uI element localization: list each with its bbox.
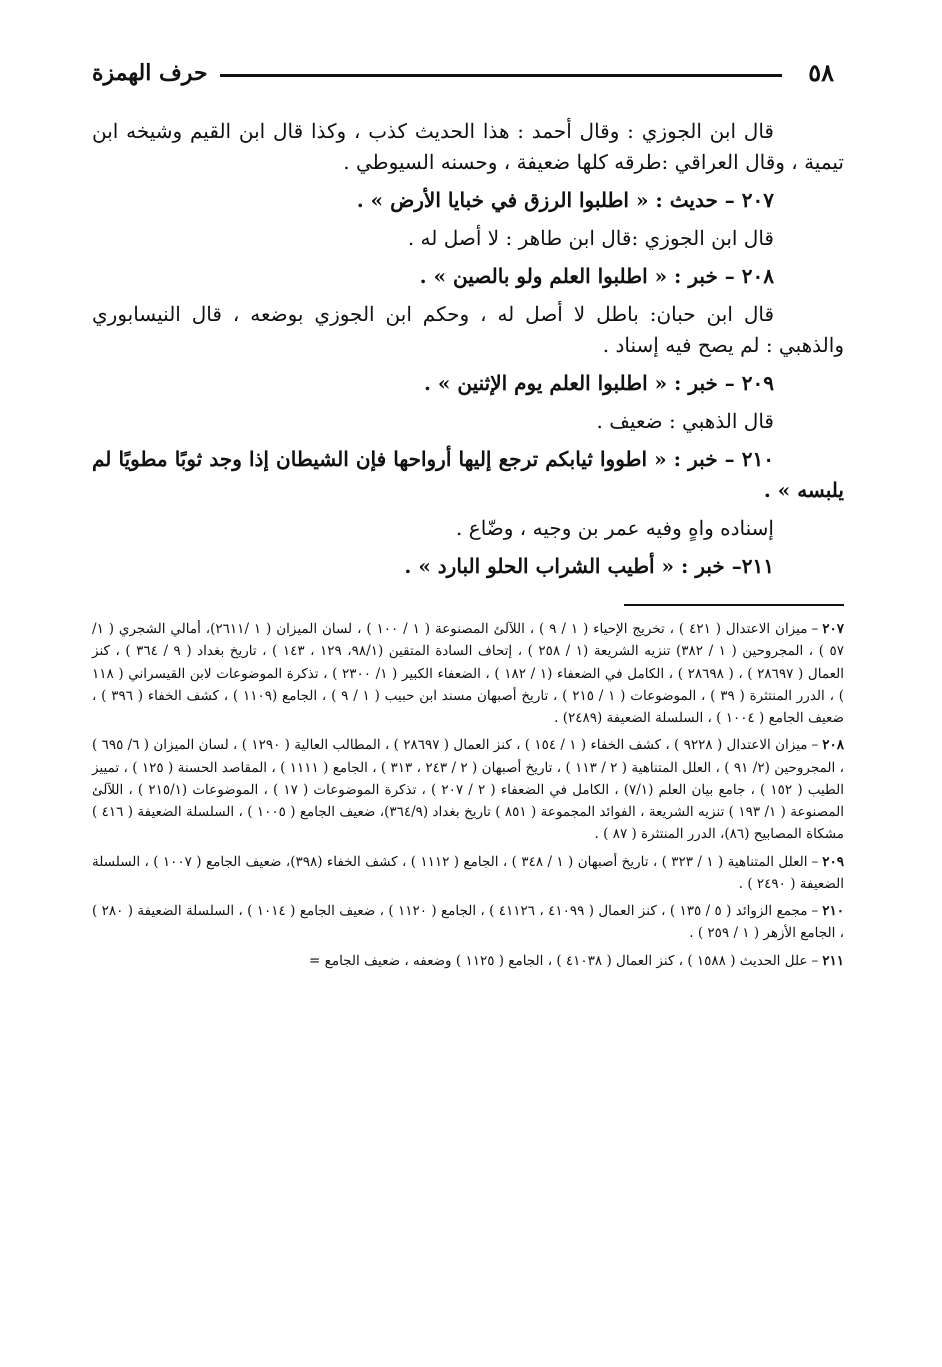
footnote-text: العلل المتناهية ( ١ / ٣٢٣ ) ، تاريخ أصبهان ( ١ / ٣٤٨ ) ، الجامع ( ١١١٢ ) ، كشف الخفاء (٣٩٨)، ضعيف الجامع ( ١٠٠٧ ) ، السلسلة الضعيفة ( ٢٤٩٠ ) . — [92, 853, 844, 892]
footnote-dash: – — [811, 853, 819, 870]
footnote-211 — [92, 950, 844, 972]
footnotes — [92, 618, 844, 972]
footnote-text: علل الحديث ( ١٥٨٨ ) ، كنز العمال ( ٤١٠٣٨ ) ، الجامع ( ١١٢٥ ) وضعفه ، ضعيف الجامع = — [309, 952, 808, 969]
hadith-207-heading: ٢٠٧ – حديث : « اطلبوا الرزق في خبايا الأرض » . — [356, 188, 774, 212]
footnote-number: ٢٠٨ — [822, 737, 845, 754]
footnote-207 — [92, 618, 844, 729]
footnote-dash: – — [811, 737, 819, 754]
hadith-211-heading: ٢١١– خبر : « أطيب الشراب الحلو البارد » . — [404, 554, 774, 578]
main-text — [92, 116, 844, 582]
book-page — [92, 48, 844, 977]
footnote-number: ٢٠٧ — [822, 621, 844, 637]
footnote-210 — [92, 900, 844, 945]
hadith-209-heading: ٢٠٩ – خبر : « اطلبوا العلم يوم الإثنين » . — [424, 371, 774, 395]
footnote-text: ميزان الاعتدال ( ٩٢٢٨ ) ، كشف الخفاء ( ١ / ١٥٤ ) ، كنز العمال ( ٢٨٦٩٧ ) ، المطالب العالية ( ١٢٩٠ ) ، لسان الميزان ( ٦/ ٦٩٥ ) ، المجروحين (٢/ ٩١ ) ، العلل المتناهية ( ٢ / ١١٣ ) ، تاريخ أصبهان ( ٢ / ٢٤٣ ، ٣١٣ ) ، الجامع ( ١١١١ ) ، المقاصد الحسنة ( ١٢٥ ) ، تمييز الطيب ( ١٥٢ ) ، جامع بيان العلم (٧/١) ، الكامل في الضعفاء ( ٢ / ٢٠٧ ) ، تذكرة الموضوعات ( ١٧ ) ، الموضوعات (٢١٥/١ ) ، اللآلئ المصنوعة ( ١/ ١٩٣ ) تنزيه الشريعة ، الفوائد المجموعة ( ٨٥١ ) تاريخ بغداد (٣٦٤/٩)، ضعيف الجامع ( ١٠٠٥ ) ، السلسلة الضعيفة ( ٤١٦ ) مشكاة المصابيح (٨٦)، الدرر المنتثرة ( ٨٧ ) . — [92, 737, 844, 843]
footnote-dash: – — [811, 952, 819, 969]
footnote-rule — [624, 604, 844, 606]
paragraph: قال ابن الجوزي : وقال أحمد : هذا الحديث كذب ، وكذا قال ابن القيم وشيخه ابن تيمية ، وقال العراقي :طرقه كلها ضعيفة ، وحسنه السيوطي . — [92, 119, 844, 174]
footnote-text: ميزان الاعتدال ( ٤٢١ ) ، تخريج الإحياء ( ١ / ٩ ) ، اللآلئ المصنوعة ( ١ / ١٠٠ ) ، لسان الميزان ( ١ /٢٦١١)، أمالي الشجري ( ١/ ٥٧ ) ، المجروحين ( ١ / ٣٨٢) تنزيه الشريعة (١ / ٢٥٨ ) ، إتحاف السادة المتقين (٩٨/١، ١٢٩ ، ١٤٣ ) ، تاريخ بغداد ( ٩ / ٣٦٤ ) ، كنز العمال ( ٢٨٦٩٧ ) ، ( ٢٨٦٩٨ ) ، الكامل في الضعفاء (١ / ١٨٢ ) ، الضعفاء الكبير ( ١/ ٢٣٠٠ ) ، تذكرة الموضوعات لابن القيسراني ( ١١٨ ) ، الدرر المنتثرة ( ٣٩ ) ، الموضوعات ( ١ / ٢١٥ ) ، تاريخ أصبهان مسند ابن حبيب ( ١ / ٩ ) ، الجامع (١١٠٩ ) ، كشف الخفاء ( ٣٩٦ ) ، ضعيف الجامع ( ١٠٠٤ ) ، السلسلة الضعيفة (٢٤٨٩) . — [92, 621, 845, 727]
footnote-208 — [92, 734, 844, 845]
paragraph: إسناده واهٍ وفيه عمر بن وجيه ، وضّاع . — [456, 516, 774, 540]
footnote-number: ٢١٠ — [822, 903, 844, 920]
hadith-208-heading: ٢٠٨ – خبر : « اطلبوا العلم ولو بالصين » . — [419, 264, 774, 288]
footnote-dash: – — [811, 903, 819, 920]
header-rule — [220, 74, 782, 77]
footnote-number: ٢١١ — [822, 952, 844, 969]
paragraph: قال ابن حبان: باطل لا أصل له ، وحكم ابن الجوزي بوضعه ، قال النيسابوري والذهبي : لم يصح فيه إسناد . — [92, 302, 844, 357]
footnote-dash: – — [811, 621, 819, 637]
footnote-209 — [92, 851, 844, 896]
paragraph: قال ابن الجوزي :قال ابن طاهر : لا أصل له . — [407, 226, 774, 250]
page-number: ٥٨ — [808, 58, 834, 87]
footnote-text: مجمع الزوائد ( ٥ / ١٣٥ ) ، كنز العمال ( ٤١٠٩٩ ، ٤١١٢٦ ) ، الجامع ( ١١٢٠ ) ، ضعيف الجامع ( ١٠١٤ ) ، السلسلة الضعيفة ( ٢٨٠ ) ، الجامع الأزهر ( ١ / ٢٥٩ ) . — [92, 903, 844, 942]
hadith-210-heading: ٢١٠ – خبر : « اطووا ثيابكم ترجع إليها أرواحها فإن الشيطان إذا وجد ثوبًا مطويًا لم يلبسه » . — [92, 447, 844, 502]
chapter-title: حرف الهمزة — [92, 60, 208, 86]
paragraph: قال الذهبي : ضعيف . — [596, 409, 774, 433]
footnote-number: ٢٠٩ — [822, 853, 844, 870]
running-head — [92, 48, 844, 98]
